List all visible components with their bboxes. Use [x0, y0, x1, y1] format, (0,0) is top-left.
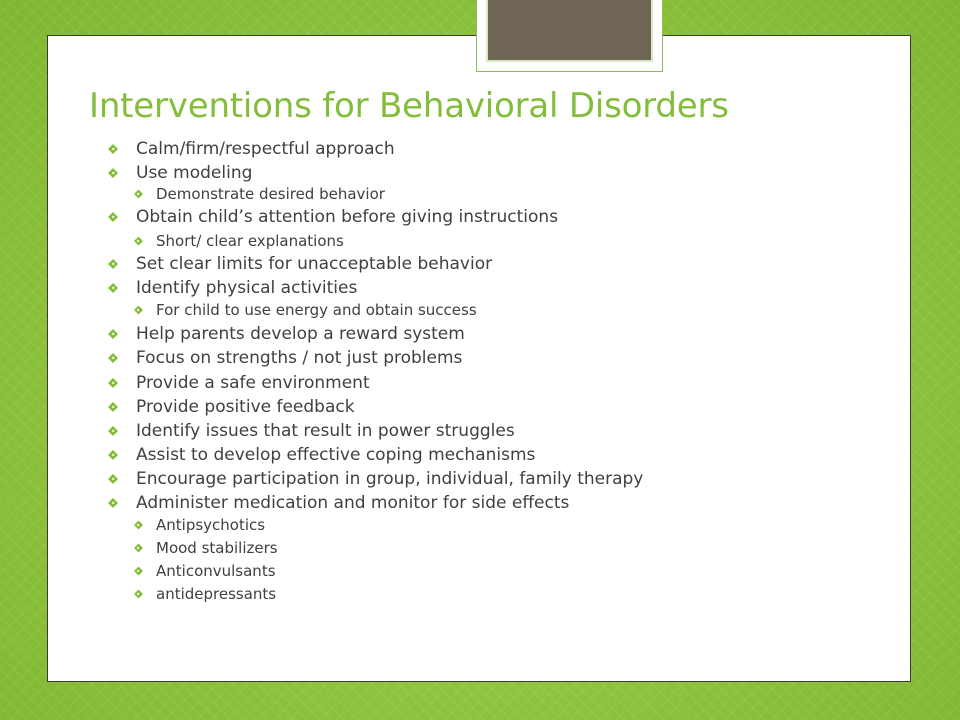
bullet-item [108, 445, 535, 465]
bullet-item [108, 278, 357, 298]
bullet-text: Calm/firm/respectful approach [136, 139, 395, 159]
bullet-text: Set clear limits for unacceptable behavior [136, 254, 493, 274]
bullet-text: antidepressants [156, 585, 277, 603]
diamond-bullet-icon [134, 306, 143, 315]
sub-bullet-item [134, 185, 385, 203]
bullet-item [108, 421, 515, 441]
bullet-item [108, 254, 492, 274]
sub-bullet-item [134, 516, 265, 534]
bullet-item [108, 348, 462, 368]
bullet-item [108, 139, 395, 159]
diamond-bullet-icon [108, 426, 118, 436]
diamond-bullet-icon [108, 329, 118, 339]
bullet-text: Short/ clear explanations [156, 232, 344, 250]
sub-bullet-item [134, 301, 477, 319]
diamond-bullet-icon [134, 544, 143, 553]
bullet-text: Anticonvulsants [156, 562, 276, 580]
diamond-bullet-icon [134, 521, 143, 530]
bullet-item [108, 373, 370, 393]
bullet-text: Assist to develop effective coping mechanisms [136, 445, 536, 465]
diamond-bullet-icon [108, 353, 118, 363]
bullet-text: Identify issues that result in power struggles [136, 421, 515, 441]
diamond-bullet-icon [108, 474, 118, 484]
diamond-bullet-icon [108, 498, 118, 508]
diamond-bullet-icon [108, 259, 118, 269]
sub-bullet-item [134, 539, 278, 557]
bullet-text: Mood stabilizers [156, 539, 278, 557]
diamond-bullet-icon [108, 212, 118, 222]
sub-bullet-item [134, 232, 344, 250]
diamond-bullet-icon [108, 283, 118, 293]
diamond-bullet-icon [108, 402, 118, 412]
bullet-text: Focus on strengths / not just problems [136, 348, 463, 368]
bullet-item [108, 207, 558, 227]
diamond-bullet-icon [108, 450, 118, 460]
bullet-item [108, 469, 643, 489]
diamond-bullet-icon [108, 378, 118, 388]
bullet-text: Antipsychotics [156, 516, 266, 534]
bullet-text: Encourage participation in group, individual, family therapy [136, 469, 644, 489]
bullet-text: Demonstrate desired behavior [156, 185, 385, 203]
bullet-item [108, 397, 355, 417]
bullet-item [108, 163, 252, 183]
diamond-bullet-icon [108, 144, 118, 154]
bullet-text: Identify physical activities [136, 278, 358, 298]
sub-bullet-item [134, 585, 276, 603]
diamond-bullet-icon [108, 168, 118, 178]
bullet-text: Provide positive feedback [136, 397, 355, 417]
diamond-bullet-icon [134, 190, 143, 199]
diamond-bullet-icon [134, 237, 143, 246]
bullet-text: Help parents develop a reward system [136, 324, 465, 344]
bullet-text: For child to use energy and obtain success [156, 301, 477, 319]
bullet-text: Administer medication and monitor for side effects [136, 493, 570, 513]
bullet-text: Use modeling [136, 163, 253, 183]
bullet-item [108, 324, 465, 344]
diamond-bullet-icon [134, 567, 143, 576]
diamond-bullet-icon [134, 590, 143, 599]
bullet-item [108, 493, 569, 513]
bullet-text: Obtain child’s attention before giving instructions [136, 207, 559, 227]
bullet-text: Provide a safe environment [136, 373, 370, 393]
sub-bullet-item [134, 562, 276, 580]
slide-title: Interventions for Behavioral Disorders [89, 86, 729, 126]
